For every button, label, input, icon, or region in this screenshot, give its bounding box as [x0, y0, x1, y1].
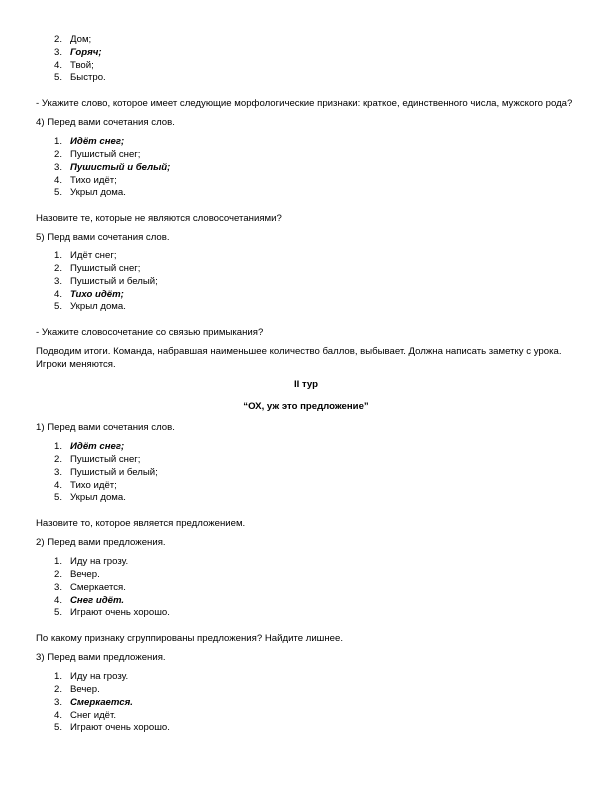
list-item-number: 5. — [53, 301, 62, 313]
list-item-text: Тихо идёт; — [70, 479, 117, 491]
list-item-number: 5. — [53, 492, 62, 504]
round-title: II тур — [293, 379, 318, 391]
list-item-number: 2. — [53, 262, 62, 274]
heading-4: 4) Перед вами сочетания слов. — [36, 117, 175, 129]
list-item — [36, 710, 576, 723]
list-item-text: Пушистый и белый; — [70, 161, 171, 173]
list-item — [36, 722, 576, 735]
list-item-number: 1. — [53, 136, 62, 148]
list-item-text: Пушистый снег; — [70, 148, 141, 160]
list-item-number: 3. — [53, 161, 62, 173]
list-item — [36, 60, 576, 73]
list-item-number: 5. — [53, 607, 62, 619]
list-item — [36, 47, 576, 60]
list-item — [36, 671, 576, 684]
list-item — [36, 149, 576, 162]
list-item-text: Идёт снег; — [70, 250, 117, 262]
list-5 — [36, 250, 576, 314]
question-r2: По какому признаку сгруппированы предложения? Найдите лишнее. — [36, 633, 344, 645]
list-item — [36, 480, 576, 493]
list-item-number: 2. — [53, 568, 62, 580]
list-item-number: 3. — [53, 696, 62, 708]
list-item-text: Снег идёт. — [70, 709, 117, 721]
list-item-number: 1. — [53, 441, 62, 453]
list-item-text: Играют очень хорошо. — [70, 607, 170, 619]
list-item — [36, 467, 576, 480]
list-item-text: Пушистый снег; — [70, 262, 141, 274]
list-item — [36, 187, 576, 200]
list-item-number: 5. — [53, 187, 62, 199]
list-item-text: Иду на грозу. — [70, 671, 129, 683]
list-r2 — [36, 556, 576, 620]
list-item-number: 4. — [53, 594, 62, 606]
list-item — [36, 582, 576, 595]
list-item-number: 4. — [53, 479, 62, 491]
list-item-text: Твой; — [70, 59, 94, 71]
list-item — [36, 492, 576, 505]
list-item — [36, 441, 576, 454]
list-item-text: Вечер. — [70, 683, 100, 695]
heading-r2: 2) Перед вами предложения. — [36, 537, 166, 549]
list-item-text: Смеркается. — [70, 581, 126, 593]
list-item-text: Пушистый и белый; — [70, 275, 158, 287]
list-item — [36, 72, 576, 85]
list-item-number: 3. — [53, 581, 62, 593]
list-item — [36, 556, 576, 569]
list-item — [36, 289, 576, 302]
list-item-text: Пушистый снег; — [70, 453, 141, 465]
list-item-text: Тихо идёт; — [70, 288, 124, 300]
list-item-number: 2. — [53, 148, 62, 160]
list-item-number: 1. — [53, 671, 62, 683]
list-item — [36, 34, 576, 47]
list-item — [36, 301, 576, 314]
list-item-number: 1. — [53, 556, 62, 568]
heading-5: 5) Перд вами сочетания слов. — [36, 232, 170, 244]
list-item-text: Укрыл дома. — [70, 492, 126, 504]
list-item — [36, 697, 576, 710]
list-item — [36, 263, 576, 276]
list-item — [36, 136, 576, 149]
list-item-text: Идёт снег; — [70, 441, 125, 453]
question-r1: Назовите то, которое является предложением. — [36, 518, 246, 530]
list-item-text: Быстро. — [70, 72, 106, 84]
document-page — [36, 34, 576, 735]
list-item-number: 2. — [53, 683, 62, 695]
list-item-number: 2. — [53, 34, 62, 45]
list-item-text: Снег идёт. — [70, 594, 125, 606]
heading-r1: 1) Перед вами сочетания слов. — [36, 422, 175, 434]
list-item-text: Пушистый и белый; — [70, 466, 158, 478]
heading-r3: 3) Перед вами предложения. — [36, 652, 166, 664]
list-item-number: 4. — [53, 709, 62, 721]
list-item — [36, 175, 576, 188]
question-5: - Укажите словосочетание со связью примыкания? — [36, 327, 264, 339]
list-item-number: 5. — [53, 72, 62, 84]
list-item-number: 4. — [53, 59, 62, 71]
list-item — [36, 684, 576, 697]
list-item-text: Смеркается. — [70, 696, 133, 708]
round-subtitle: “ОХ, уж это предложение” — [243, 401, 369, 413]
list-item-text: Вечер. — [70, 568, 100, 580]
list-item — [36, 569, 576, 582]
list-item — [36, 607, 576, 620]
list-item — [36, 454, 576, 467]
list-item — [36, 595, 576, 608]
list-item-number: 4. — [53, 174, 62, 186]
question-a: - Укажите слово, которое имеет следующие морфологические признаки: краткое, единственного числа, мужского рода? — [36, 98, 573, 110]
question-4: Назовите те, которые не являются словосочетаниями? — [36, 213, 282, 225]
list-item-number: 3. — [53, 46, 62, 58]
list-item-number: 1. — [53, 250, 62, 262]
list-r1 — [36, 441, 576, 505]
list-item-text: Иду на грозу. — [70, 556, 129, 568]
list-item-text: Укрыл дома. — [70, 187, 126, 199]
list-item-number: 3. — [53, 275, 62, 287]
list-4 — [36, 136, 576, 200]
list-item-number: 3. — [53, 466, 62, 478]
list-r3 — [36, 671, 576, 735]
list-item-number: 2. — [53, 453, 62, 465]
list-item-text: Дом; — [70, 34, 92, 45]
list-item-text: Укрыл дома. — [70, 301, 126, 313]
list-item — [36, 250, 576, 263]
list-item-text: Идёт снег; — [70, 136, 125, 148]
list-item-text: Играют очень хорошо. — [70, 722, 170, 734]
list-item — [36, 276, 576, 289]
summary-text: Подводим итоги. Команда, набравшая наименьшее количество баллов, выбывает. Должна написать заметку с урока. Игроки меняются. — [36, 346, 562, 371]
list-item-text: Горяч; — [70, 46, 102, 58]
list-item-number: 4. — [53, 288, 62, 300]
list-item-text: Тихо идёт; — [70, 174, 117, 186]
list-item-number: 5. — [53, 722, 62, 734]
list-item — [36, 162, 576, 175]
list-a — [36, 34, 576, 85]
